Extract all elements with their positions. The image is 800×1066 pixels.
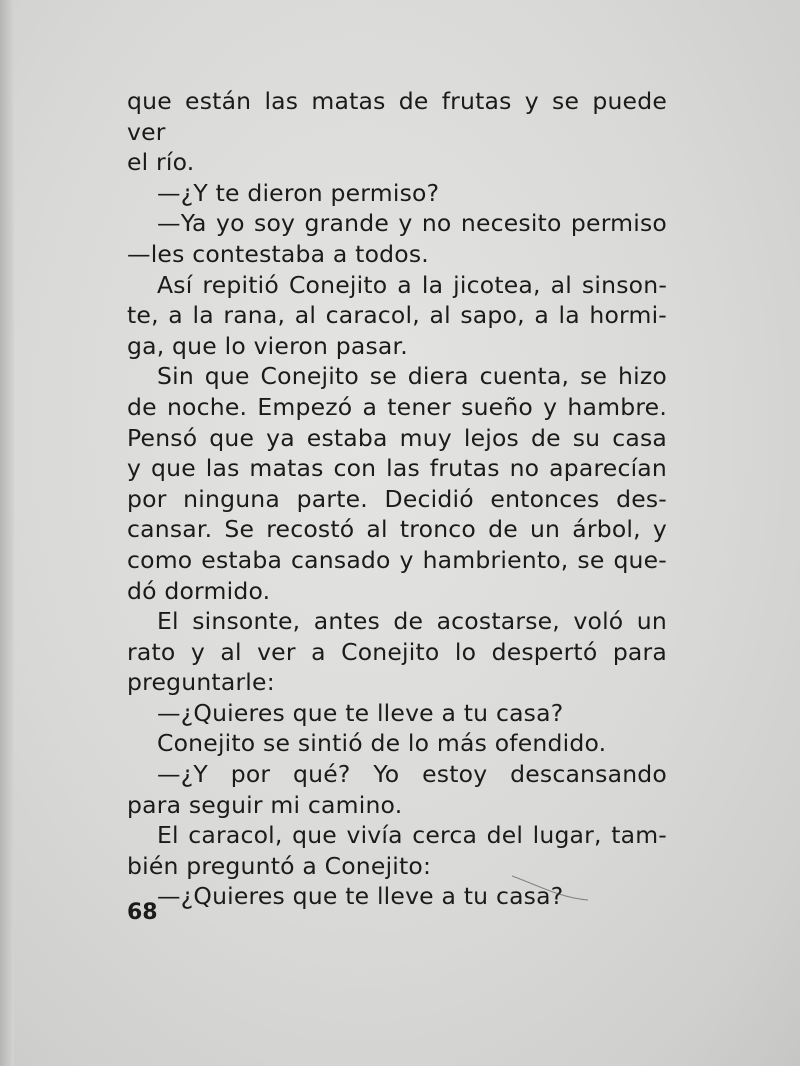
text-line: Así repitió Conejito a la jicotea, al sinson- [157,270,667,299]
text-line: como estaba cansado y hambriento, se que- [127,545,667,574]
text-line: Sin que Conejito se diera cuenta, se hizo [157,362,667,391]
text-line: El sinsonte, antes de acostarse, voló un [157,607,667,636]
page-number: 68 [127,900,158,925]
text-line: —¿Quieres que te lleve a tu casa? [157,698,564,727]
text-line: de noche. Empezó a tener sueño y hambre. [127,392,667,421]
text-line: dó dormido. [127,576,271,605]
text-line: —les contestaba a todos. [127,239,429,268]
text-line: el río. [127,148,195,177]
text-line: cansar. Se recostó al tronco de un árbol, y [127,515,667,544]
text-line: Conejito se sintió de lo más ofendido. [157,729,607,758]
text-line: —¿Y te dieron permiso? [157,178,440,207]
page-edge-shadow [0,0,14,1066]
body-text [127,86,667,912]
text-line: para seguir mi camino. [127,790,403,819]
text-line: por ninguna parte. Decidió entonces des- [127,484,667,513]
text-line: que están las matas de frutas y se puede ver [127,87,667,146]
text-line: te, a la rana, al caracol, al sapo, a la hormi- [127,301,667,330]
text-line: rato y al ver a Conejito lo despertó para [127,637,667,666]
text-line: Pensó que ya estaba muy lejos de su casa [127,423,667,452]
text-line: El caracol, que vivía cerca del lugar, tam- [157,821,667,850]
text-line: y que las matas con las frutas no aparecían [127,454,667,483]
text-line: —¿Quieres que te lleve a tu casa? [157,882,564,911]
text-line: preguntarle: [127,668,275,697]
text-line: —Ya yo soy grande y no necesito permiso [157,209,667,238]
text-line: ga, que lo vieron pasar. [127,331,408,360]
paper-crease-mark [510,874,590,902]
text-line: bién preguntó a Conejito: [127,851,432,880]
text-line: —¿Y por qué? Yo estoy descansando [157,760,667,789]
